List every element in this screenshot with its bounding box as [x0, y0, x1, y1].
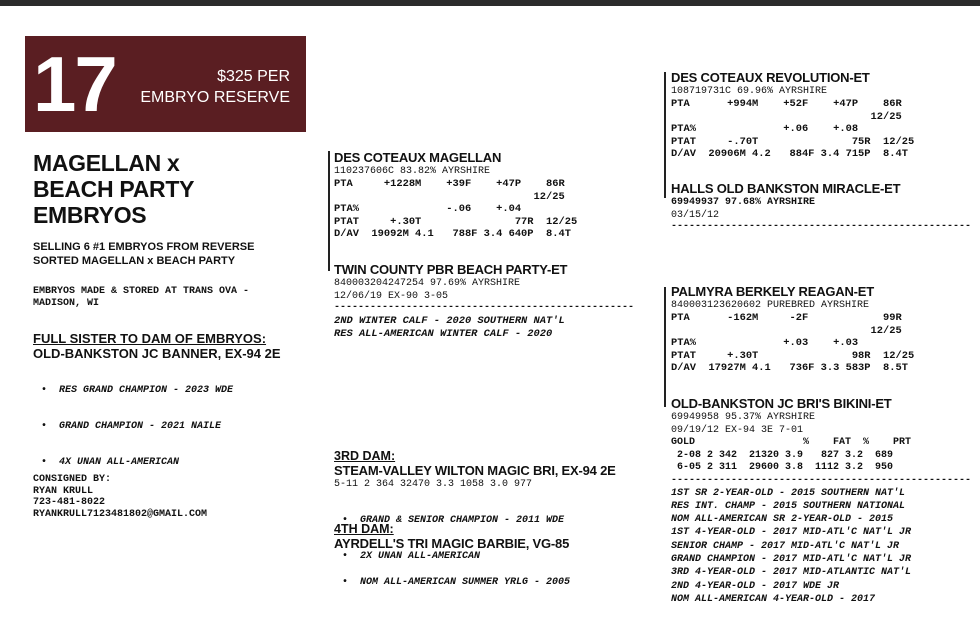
pta-line: PTA +1228M +39F +47P 86R: [334, 178, 565, 190]
honor-item: • GRAND CHAMPION - 2021 NAILE: [41, 421, 281, 433]
honor-item: • GRAND & SENIOR CHAMPION - 2011 WDE: [342, 515, 616, 527]
dam-pedigree-bracket: [664, 287, 666, 407]
dam-registration: 840003204247254 97.69% AYRSHIRE: [334, 278, 521, 289]
pta-line: PTAT +.30T 77R 12/25: [334, 215, 578, 228]
dams-sire-name: PALMYRA BERKELY REAGAN-ET: [671, 284, 875, 299]
third-dam-heading: 3RD DAM:: [334, 449, 396, 463]
divider: --------------------------------------------------: [671, 474, 972, 486]
dams-dam-registration: 69949958 95.37% AYRSHIRE: [671, 412, 816, 423]
honor-item: 1ST 4-YEAR-OLD - 2017 MID-ATL'C NAT'L JR: [671, 527, 912, 539]
sire-name: DES COTEAUX MAGELLAN: [334, 150, 502, 165]
honor-item: 1ST SR 2-YEAR-OLD - 2015 SOUTHERN NAT'L: [671, 487, 906, 499]
pta-line: 12/25: [334, 190, 565, 203]
honor-item: NOM ALL-AMERICAN 4-YEAR-OLD - 2017: [671, 593, 876, 605]
pta-line: D/AV 17927M 4.1 736F 3.3 583P 8.5T: [671, 362, 908, 375]
honor-item: 2ND 4-YEAR-OLD - 2017 WDE JR: [671, 580, 840, 592]
honor-item: NOM ALL-AMERICAN SR 2-YEAR-OLD - 2015: [671, 514, 894, 526]
consignor-phone: 723-481-8022: [33, 497, 106, 509]
honor-item: • 2X UNAN ALL-AMERICAN: [342, 551, 616, 563]
sires-dam-registration: 69949937 97.68% AYRSHIRE: [671, 197, 816, 208]
consignor-name: RYAN KRULL: [33, 485, 94, 497]
production-record: 2-08 2 342 21320 3.9 827 3.2 689: [671, 449, 894, 461]
sire-pedigree-bracket: [664, 72, 666, 198]
page-title: [33, 150, 194, 228]
pta-line: PTA% +.06 +.08: [671, 123, 859, 136]
lot-number: 17: [33, 40, 116, 128]
production-header: GOLD % FAT % PRT: [671, 437, 912, 448]
title-line-2: BEACH PARTY: [33, 176, 195, 202]
honor-item: GRAND CHAMPION - 2017 MID-ATL'C NAT'L JR: [671, 553, 912, 565]
dam-block: [334, 262, 635, 342]
sires-sire-name: DES COTEAUX REVOLUTION-ET: [671, 70, 870, 85]
sires-dam-birth: 03/15/12: [671, 209, 720, 221]
fourth-dam-honors: [334, 553, 570, 613]
dams-sire-block: [671, 284, 914, 375]
top-bar: [0, 0, 980, 6]
fourth-dam-block: [334, 522, 570, 613]
reserve-label: EMBRYO RESERVE: [140, 89, 290, 106]
dams-sire-registration: 840003123620602 PUREBRED AYRSHIRE: [671, 300, 870, 311]
price-label: $325 PER: [217, 68, 290, 85]
selling-line-2: SORTED MAGELLAN x BEACH PARTY: [33, 254, 236, 267]
dam-name: TWIN COUNTY PBR BEACH PARTY-ET: [334, 262, 568, 277]
lot-price: [140, 66, 290, 108]
pta-line: 12/25: [671, 110, 902, 123]
honor-item: • 4X UNAN ALL-AMERICAN: [41, 457, 281, 469]
title-line-3: EMBRYOS: [33, 202, 147, 228]
dam-birth-classification: 12/06/19 EX-90 3-05: [334, 290, 449, 302]
embryo-storage-note: [33, 286, 249, 309]
consignor-email: RYANKRULL7123481802@GMAIL.COM: [33, 508, 208, 520]
divider: --------------------------------------------------: [334, 302, 635, 313]
pta-line: PTA +994M +52F +47P 86R: [671, 98, 902, 110]
honor-item: 3RD 4-YEAR-OLD - 2017 MID-ATLANTIC NAT'L: [671, 567, 912, 579]
sires-dam-block: [671, 181, 972, 232]
dams-dam-name: OLD-BANKSTON JC BRI'S BIKINI-ET: [671, 396, 892, 411]
lot-banner: [25, 36, 306, 132]
sire-block: [334, 150, 577, 241]
fourth-dam-heading: 4TH DAM:: [334, 522, 394, 536]
consigned-label: CONSIGNED BY:: [33, 474, 112, 485]
sires-sire-block: [671, 70, 914, 161]
pta-line: PTA% -.06 +.04: [334, 203, 522, 216]
honor-item: 2ND WINTER CALF - 2020 SOUTHERN NAT'L: [334, 315, 565, 327]
honor-item: RES INT. CHAMP - 2015 SOUTHERN NATIONAL: [671, 500, 906, 512]
dams-dam-birth-classification: 09/19/12 EX-94 3E 7-01: [671, 424, 804, 436]
full-sister-heading: FULL SISTER TO DAM OF EMBRYOS:: [33, 331, 267, 346]
selling-line-1: SELLING 6 #1 EMBRYOS FROM REVERSE: [33, 241, 255, 253]
third-dam-record: 5-11 2 364 32470 3.3 1058 3.0 977: [334, 479, 533, 490]
full-sister-name: OLD-BANKSTON JC BANNER, EX-94 2E: [33, 346, 281, 361]
pta-line: D/AV 20906M 4.2 884F 3.4 715P 8.4T: [671, 148, 908, 161]
dams-dam-block: [671, 396, 972, 606]
third-dam-name: STEAM-VALLEY WILTON MAGIC BRI, EX-94 2E: [334, 463, 616, 478]
divider: --------------------------------------------------: [671, 221, 972, 232]
selling-description: [33, 241, 254, 268]
honor-item: SENIOR CHAMP - 2017 MID-ATL'C NAT'L JR: [671, 540, 900, 552]
consignor-info: [33, 474, 207, 520]
honor-item: RES ALL-AMERICAN WINTER CALF - 2020: [334, 328, 553, 341]
title-line-1: MAGELLAN x: [33, 150, 180, 176]
full-sister-section: [33, 331, 281, 493]
pedigree-bracket-line: [328, 151, 330, 271]
made-line-1: EMBRYOS MADE & STORED AT TRANS OVA -: [33, 286, 250, 297]
sires-dam-name: HALLS OLD BANKSTON MIRACLE-ET: [671, 181, 901, 196]
honor-item: • NOM ALL-AMERICAN SUMMER YRLG - 2005: [342, 577, 570, 589]
pta-line: PTAT +.30T 98R 12/25: [671, 349, 915, 362]
production-record: 6-05 2 311 29600 3.8 1112 3.2 950: [671, 462, 894, 473]
sires-sire-registration: 108719731C 69.96% AYRSHIRE: [671, 86, 828, 97]
fourth-dam-name: AYRDELL'S TRI MAGIC BARBIE, VG-85: [334, 536, 570, 551]
pta-line: 12/25: [671, 324, 902, 337]
sire-registration: 110237606C 83.82% AYRSHIRE: [334, 166, 491, 177]
pta-line: PTA -162M -2F 99R: [671, 312, 902, 324]
made-line-2: MADISON, WI: [33, 297, 100, 309]
pta-line: PTA% +.03 +.03: [671, 337, 859, 350]
pta-line: D/AV 19092M 4.1 788F 3.4 640P 8.4T: [334, 228, 571, 241]
pta-line: PTAT -.70T 75R 12/25: [671, 135, 915, 148]
honor-item: • RES GRAND CHAMPION - 2023 WDE: [41, 385, 281, 397]
